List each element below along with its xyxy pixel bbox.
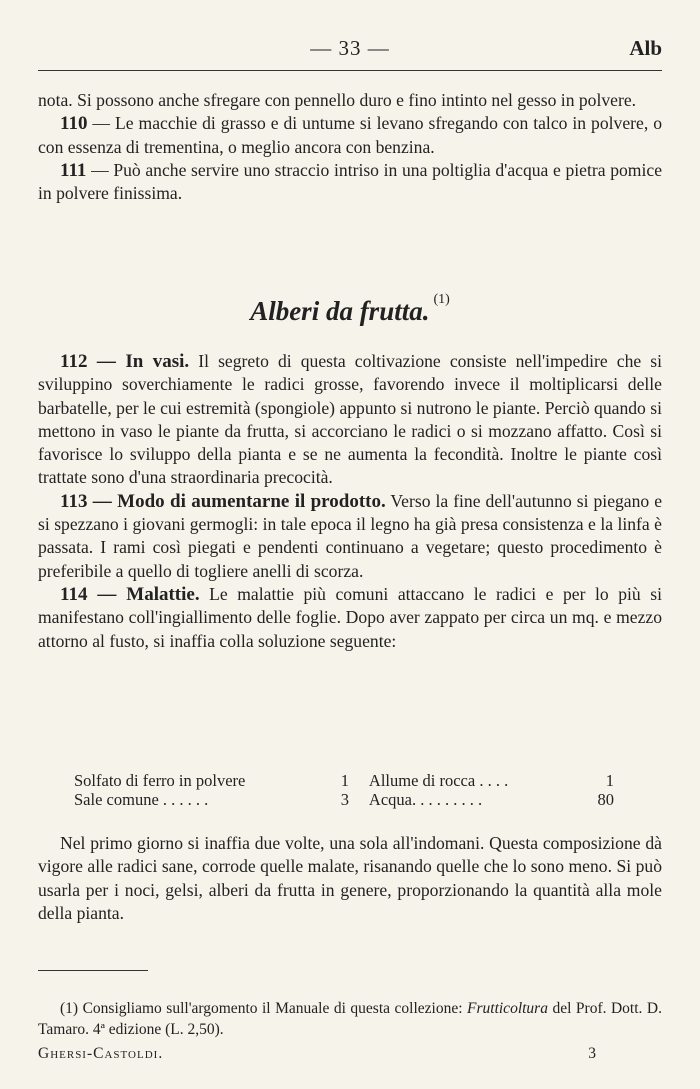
ingredient-name: Acqua. . . . . . . . .	[368, 790, 483, 809]
paragraph-title: — In vasi.	[87, 351, 190, 372]
footnote-rule	[38, 970, 148, 971]
section-heading	[0, 292, 700, 327]
closing-paragraph: Nel primo giorno si inaffia due volte, una sola all'indomani. Questa composizione dà vigore alle radici sane, corrode quelle malate, risanando quelle che lo sono meno. Si può usarla per i noci, gelsi, alberi da frutta in genere, proporzionando la quantità alla mole della pianta.	[38, 833, 662, 923]
ingredient-quantity: 1	[605, 771, 614, 790]
printer-signature: Ghersi-Castoldi.	[38, 1045, 164, 1062]
paragraph-title: — Modo di aumentarne il prodotto.	[87, 490, 386, 512]
paragraph-number: 113	[60, 490, 88, 512]
closing-block	[38, 832, 662, 925]
paragraph-112	[38, 350, 662, 490]
main-block	[38, 350, 662, 653]
paragraph-text: Le malattie più comuni attaccano le radici e per lo più si manifestano coll'ingiallimento delle foglie. Dopo aver zappato per circa un mq. e mezzo attorno al fusto, si inaffia colla soluzione seguente:	[38, 583, 663, 651]
ingredient-quantity: 3	[340, 790, 349, 809]
recipe-row	[74, 771, 614, 790]
paragraph-number: 111	[60, 159, 87, 181]
footnote-marker: (1)	[433, 292, 450, 307]
signature-line	[38, 1045, 662, 1063]
footnote	[38, 998, 662, 1040]
paragraph-114	[38, 583, 662, 653]
paragraph-number: 114	[60, 583, 88, 605]
paragraph-title: — Malattie.	[87, 583, 200, 605]
paragraph-111	[38, 159, 662, 206]
footnote-text-end: del Prof. Dott. D. Tamaro. 4ª edizione (L. 2,50).	[38, 1000, 662, 1038]
recipe-row	[74, 790, 614, 809]
ingredient-quantity: 1	[340, 771, 349, 790]
intro-block	[38, 89, 662, 205]
ingredient-quantity: 80	[597, 790, 614, 809]
footnote-text: (1) Consigliamo sull'argomento il Manuale di questa collezione:	[60, 1000, 468, 1017]
continued-text: nota. Si possono anche sfregare con pennello duro e fino intinto nel gesso in polvere.	[38, 90, 637, 110]
page-header	[38, 36, 662, 66]
paragraph-text: Il segreto di questa coltivazione consiste nell'impedire che si sviluppino soverchiamente le radici grosse, favorendo invece il moltiplicarsi delle barbatelle, per le cui estremità (spongiole) appunto si nutrono le piante. Perciò quando si mettono in vaso le piante da frutta, si accorciano le radici o si mozzano affatto. Così si favorisce lo sviluppo della pianta e se ne aumenta la fecondità. Inoltre le piante così trattate sono d'una straordinaria precocità.	[38, 351, 662, 488]
ingredient-name: Sale comune . . . . . .	[74, 790, 209, 809]
paragraph-text: Verso la fine dell'autunno si piegano e si spezzano i giovani germogli: in tale epoca il legno ha già presa consistenza e la linfa è passata. I rami così piegati e pendenti continuano a vegetare; questo procedimento è preferibile a quello di togliere anelli di scorza.	[38, 490, 663, 581]
ingredient-name: Solfato di ferro in polvere	[74, 771, 246, 790]
page-number: — 33 —	[310, 36, 390, 60]
paragraph-110	[38, 112, 662, 159]
paragraph-number: 112	[60, 351, 88, 372]
sheet-number: 3	[588, 1045, 596, 1062]
paragraph-number: 110	[60, 113, 88, 135]
paragraph-text: — Può anche servire uno straccio intriso in una poltiglia d'acqua e pietra pomice in polvere finissima.	[38, 159, 662, 204]
section-title: Alberi da frutta.	[250, 296, 430, 326]
recipe-table	[74, 771, 614, 809]
footnote-book-title: Frutticoltura	[467, 1000, 548, 1017]
paragraph-text: — Le macchie di grasso e di untume si levano sfregando con talco in polvere, o con essenza di trementina, o meglio ancora con benzina.	[38, 113, 662, 157]
header-rule	[38, 70, 662, 71]
running-head: Alb	[629, 36, 662, 60]
paragraph-113	[38, 490, 662, 583]
ingredient-name: Allume di rocca . . . .	[368, 771, 509, 790]
